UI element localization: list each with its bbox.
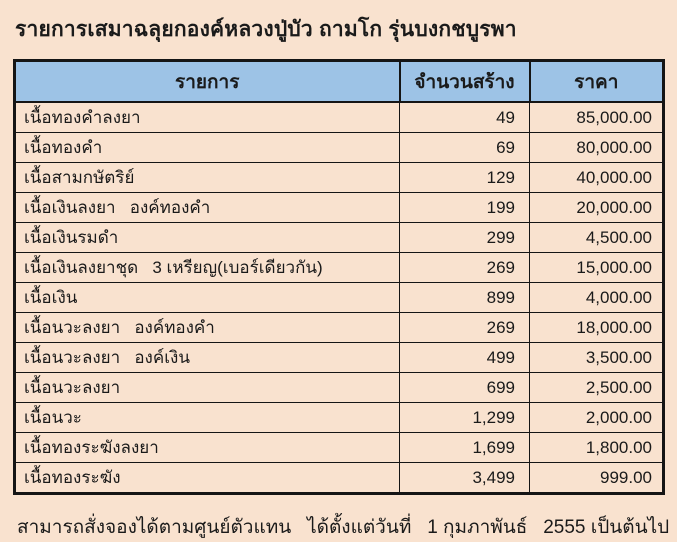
quantity-cell: 3,499 xyxy=(400,463,530,494)
quantity-cell: 699 xyxy=(400,373,530,403)
item-cell: เนื้อทองคำลงยา xyxy=(15,102,400,133)
table-row xyxy=(15,223,664,253)
table-row xyxy=(15,433,664,463)
quantity-cell: 1,699 xyxy=(400,433,530,463)
item-cell: เนื้อนวะลงยา องค์เงิน xyxy=(15,343,400,373)
item-cell: เนื้อทองระฆัง xyxy=(15,463,400,494)
table-row xyxy=(15,313,664,343)
table-row xyxy=(15,253,664,283)
price-cell: 85,000.00 xyxy=(530,102,664,133)
table-row xyxy=(15,193,664,223)
price-table xyxy=(13,59,665,495)
price-cell: 2,000.00 xyxy=(530,403,664,433)
price-cell: 4,000.00 xyxy=(530,283,664,313)
item-cell: เนื้อเงินลงยาชุด 3 เหรียญ(เบอร์เดียวกัน) xyxy=(15,253,400,283)
price-cell: 15,000.00 xyxy=(530,253,664,283)
item-cell: เนื้อทองคำ xyxy=(15,133,400,163)
table-row xyxy=(15,163,664,193)
price-cell: 2,500.00 xyxy=(530,373,664,403)
price-cell: 18,000.00 xyxy=(530,313,664,343)
table-row xyxy=(15,343,664,373)
table-row xyxy=(15,373,664,403)
price-cell: 1,800.00 xyxy=(530,433,664,463)
quantity-cell: 269 xyxy=(400,313,530,343)
quantity-cell: 499 xyxy=(400,343,530,373)
quantity-cell: 199 xyxy=(400,193,530,223)
column-header-quantity: จำนวนสร้าง xyxy=(400,61,530,103)
footer-note: สามารถสั่งจองได้ตามศูนย์ตัวแทน ได้ตั้งแต่วันที่ 1 กุมภาพันธ์ 2555 เป็นต้นไป xyxy=(17,517,670,538)
price-cell: 40,000.00 xyxy=(530,163,664,193)
item-cell: เนื้อสามกษัตริย์ xyxy=(15,163,400,193)
item-cell: เนื้อนวะ xyxy=(15,403,400,433)
page-title: รายการเสมาฉลุยกองค์หลวงปู่บัว ถามโก รุ่นบงกชบูรพา xyxy=(15,18,517,41)
table-row xyxy=(15,403,664,433)
column-header-item: รายการ xyxy=(15,61,400,103)
table-row xyxy=(15,133,664,163)
item-cell: เนื้อนวะลงยา องค์ทองคำ xyxy=(15,313,400,343)
price-cell: 999.00 xyxy=(530,463,664,494)
price-cell: 3,500.00 xyxy=(530,343,664,373)
table-row xyxy=(15,283,664,313)
quantity-cell: 899 xyxy=(400,283,530,313)
quantity-cell: 129 xyxy=(400,163,530,193)
item-cell: เนื้อเงินลงยา องค์ทองคำ xyxy=(15,193,400,223)
item-cell: เนื้อเงิน xyxy=(15,283,400,313)
item-cell: เนื้อทองระฆังลงยา xyxy=(15,433,400,463)
column-header-price: ราคา xyxy=(530,61,664,103)
table-row xyxy=(15,102,664,133)
header-row xyxy=(15,61,664,103)
item-cell: เนื้อเงินรมดำ xyxy=(15,223,400,253)
item-cell: เนื้อนวะลงยา xyxy=(15,373,400,403)
table-body xyxy=(15,102,664,494)
table-row xyxy=(15,463,664,494)
quantity-cell: 1,299 xyxy=(400,403,530,433)
table-header xyxy=(15,61,664,103)
price-cell: 20,000.00 xyxy=(530,193,664,223)
quantity-cell: 49 xyxy=(400,102,530,133)
quantity-cell: 299 xyxy=(400,223,530,253)
quantity-cell: 69 xyxy=(400,133,530,163)
price-cell: 80,000.00 xyxy=(530,133,664,163)
quantity-cell: 269 xyxy=(400,253,530,283)
price-cell: 4,500.00 xyxy=(530,223,664,253)
